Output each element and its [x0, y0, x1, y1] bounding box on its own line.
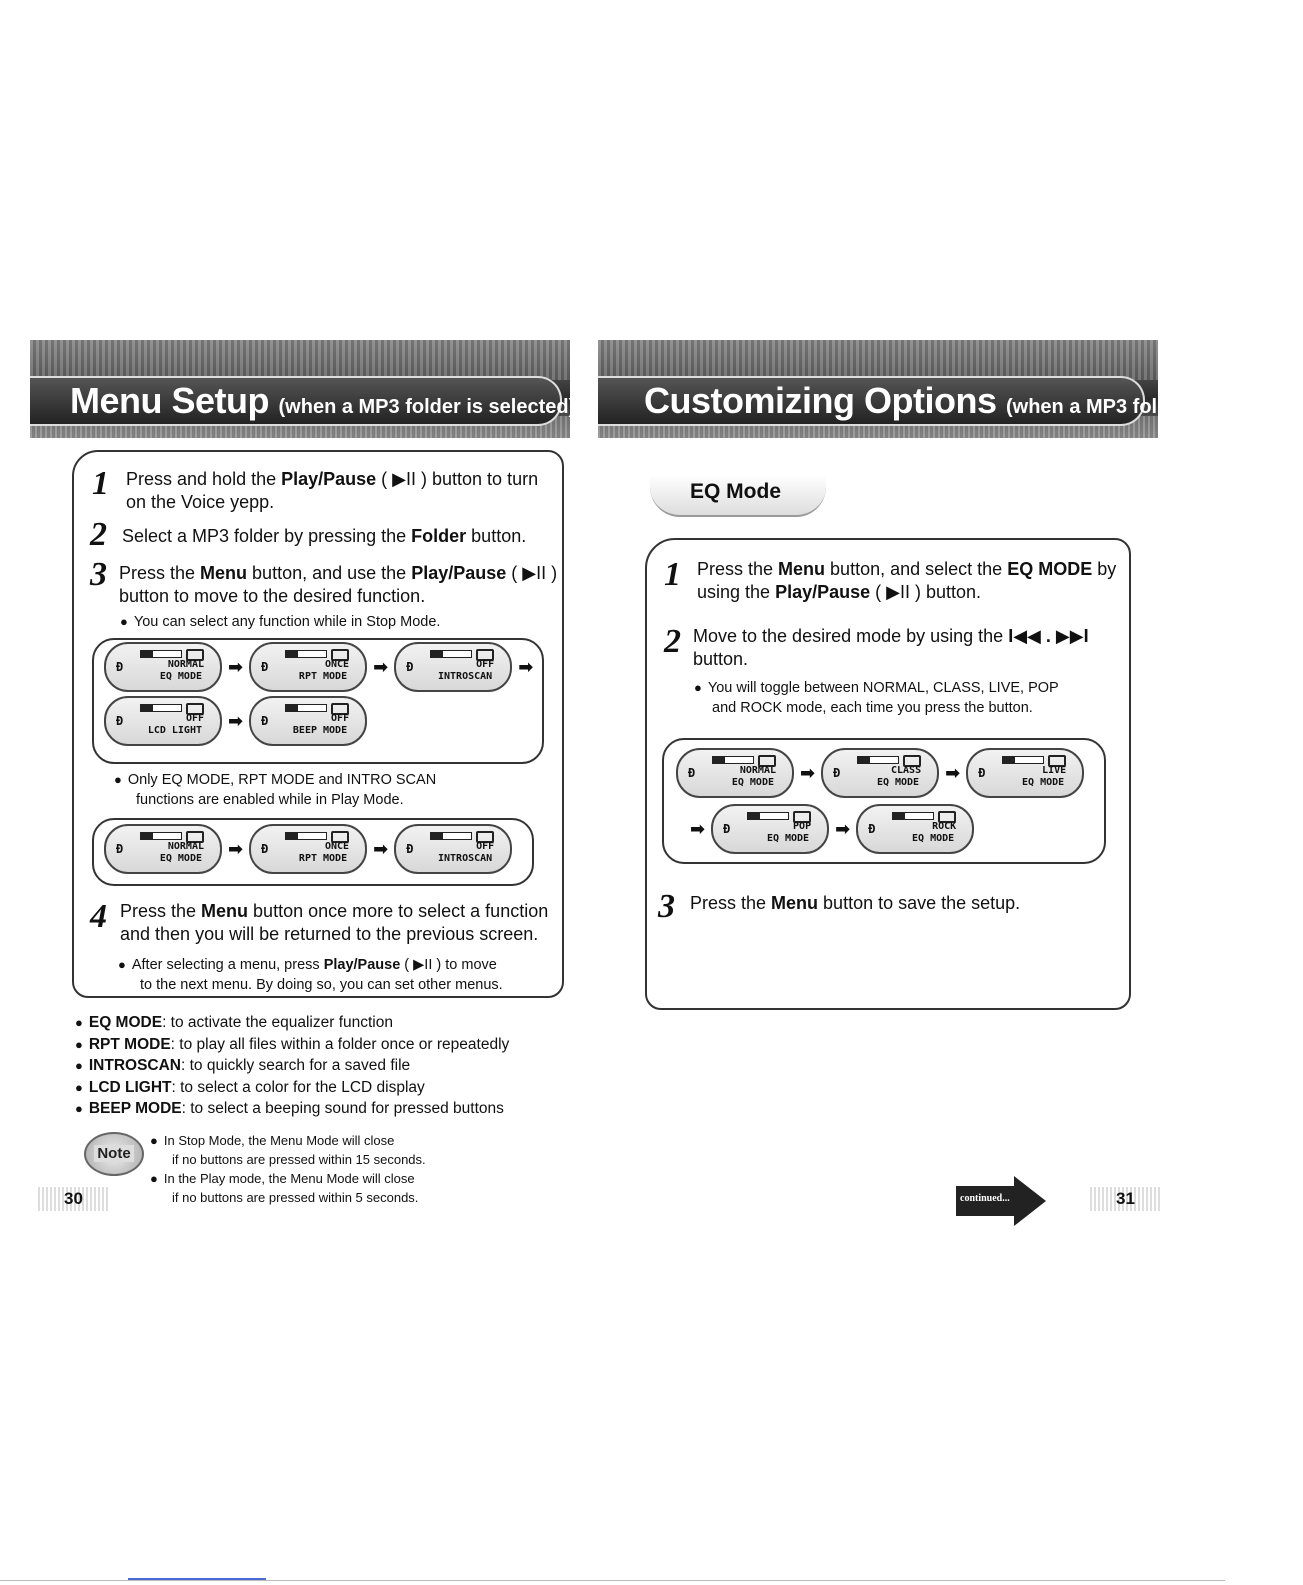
lcd-screen: Ð LIVE EQ MODE — [966, 748, 1084, 798]
lcd-screen: Ð OFF INTROSCAN — [394, 824, 512, 874]
lcd-screen: Ð OFF LCD LIGHT — [104, 696, 222, 746]
lcd-screen: Ð ONCE RPT MODE — [249, 824, 367, 874]
definition-item: ● INTROSCAN: to quickly search for a saved file — [75, 1057, 411, 1074]
lcd-row-stop-1 — [104, 642, 533, 692]
lcd-row-play — [104, 824, 512, 874]
lcd-screen: Ð NORMAL EQ MODE — [104, 642, 222, 692]
arrow-icon: ➡ — [228, 838, 244, 859]
arrow-icon: ➡ — [373, 838, 389, 859]
left-step-1: Press and hold the Play/Pause ( ▶II ) button to turn on the Voice yepp. — [126, 469, 539, 512]
step-1-number: 1 — [92, 465, 109, 502]
arrow-icon: ➡ — [835, 818, 851, 839]
bullet-stop-mode: ● You can select any function while in Stop Mode. — [120, 614, 441, 630]
bullet-play-mode: ● Only EQ MODE, RPT MODE and INTRO SCAN functions are enabled while in Play Mode. — [114, 772, 437, 808]
right-header-banner — [598, 340, 1303, 438]
right-step-1-number: 1 — [664, 556, 681, 593]
lcd-screen: Ð CLASS EQ MODE — [821, 748, 939, 798]
arrow-icon: ➡ — [690, 818, 706, 839]
left-step-2: Select a MP3 folder by pressing the Folder button. — [122, 526, 527, 546]
step-4-number: 4 — [90, 898, 107, 935]
arrow-icon: ➡ — [228, 710, 244, 731]
lcd-row-eq-1 — [676, 748, 1084, 798]
lcd-screen: Ð NORMAL EQ MODE — [676, 748, 794, 798]
bullet-eq-toggle: ● You will toggle between NORMAL, CLASS, LIVE, POP and ROCK mode, each time you press the button. — [694, 680, 1059, 716]
lcd-row-stop-2 — [104, 696, 367, 746]
left-step-3: Press the Menu button, and use the Play/Pause ( ▶II ) button to move to the desired function. — [119, 563, 558, 606]
arrow-icon: ➡ — [945, 762, 961, 783]
skip-buttons-icon: I◀◀ . ▶▶I — [1008, 626, 1089, 646]
bullet-after-selecting: ● After selecting a menu, press Play/Pause ( ▶II ) to move to the next menu. By doing so, you can set other menus. — [118, 957, 503, 993]
arrow-icon: ➡ — [518, 656, 534, 677]
note-text: ● In Stop Mode, the Menu Mode will close if no buttons are pressed within 15 seconds. ● In the Play mode, the Menu Mode will close if no buttons are pressed within 5 seconds. — [150, 1133, 426, 1205]
right-step-2-number: 2 — [664, 623, 681, 660]
arrow-icon: ➡ — [373, 656, 389, 677]
right-step-2: Move to the desired mode by using the I◀◀ . ▶▶I button. — [693, 626, 1089, 669]
definition-item: ● RPT MODE: to play all files within a folder once or repeatedly — [75, 1035, 510, 1053]
page-number-left: 30 — [38, 1187, 109, 1211]
page-number-right: 31 — [1090, 1187, 1161, 1211]
left-step-4: Press the Menu button once more to select a function and then you will be returned to the previous screen. — [120, 901, 549, 944]
lcd-screen: Ð ROCK EQ MODE — [856, 804, 974, 854]
lcd-screen: Ð OFF BEEP MODE — [249, 696, 367, 746]
lcd-screen: Ð OFF INTROSCAN — [394, 642, 512, 692]
definition-item: ● LCD LIGHT: to select a color for the LCD display — [75, 1078, 425, 1096]
lcd-row-eq-2 — [690, 804, 974, 854]
right-step-1: Press the Menu button, and select the EQ MODE by using the Play/Pause ( ▶II ) button. — [697, 559, 1117, 602]
note-icon: Note — [84, 1132, 144, 1176]
definition-item: ● BEEP MODE: to select a beeping sound for pressed buttons — [75, 1100, 504, 1117]
lcd-screen: Ð NORMAL EQ MODE — [104, 824, 222, 874]
right-step-3: Press the Menu button to save the setup. — [690, 893, 1021, 913]
definition-list — [75, 1012, 509, 1120]
left-header-banner — [30, 340, 576, 438]
arrow-icon: ➡ — [800, 762, 816, 783]
definition-item: ● EQ MODE: to activate the equalizer function — [75, 1014, 393, 1031]
arrow-icon: ➡ — [228, 656, 244, 677]
right-step-3-number: 3 — [658, 888, 675, 925]
right-page-title: Customizing Options (when a MP3 folder is selected) — [644, 380, 1303, 421]
lcd-screen: Ð ONCE RPT MODE — [249, 642, 367, 692]
continued-arrow-icon: continued... — [956, 1176, 1046, 1226]
left-page-title: Menu Setup (when a MP3 folder is selected) — [70, 380, 576, 421]
lcd-screen: Ð POP EQ MODE — [711, 804, 829, 854]
step-3-number: 3 — [90, 556, 107, 593]
section-title-badge: EQ Mode — [650, 475, 826, 517]
step-2-number: 2 — [90, 516, 107, 553]
